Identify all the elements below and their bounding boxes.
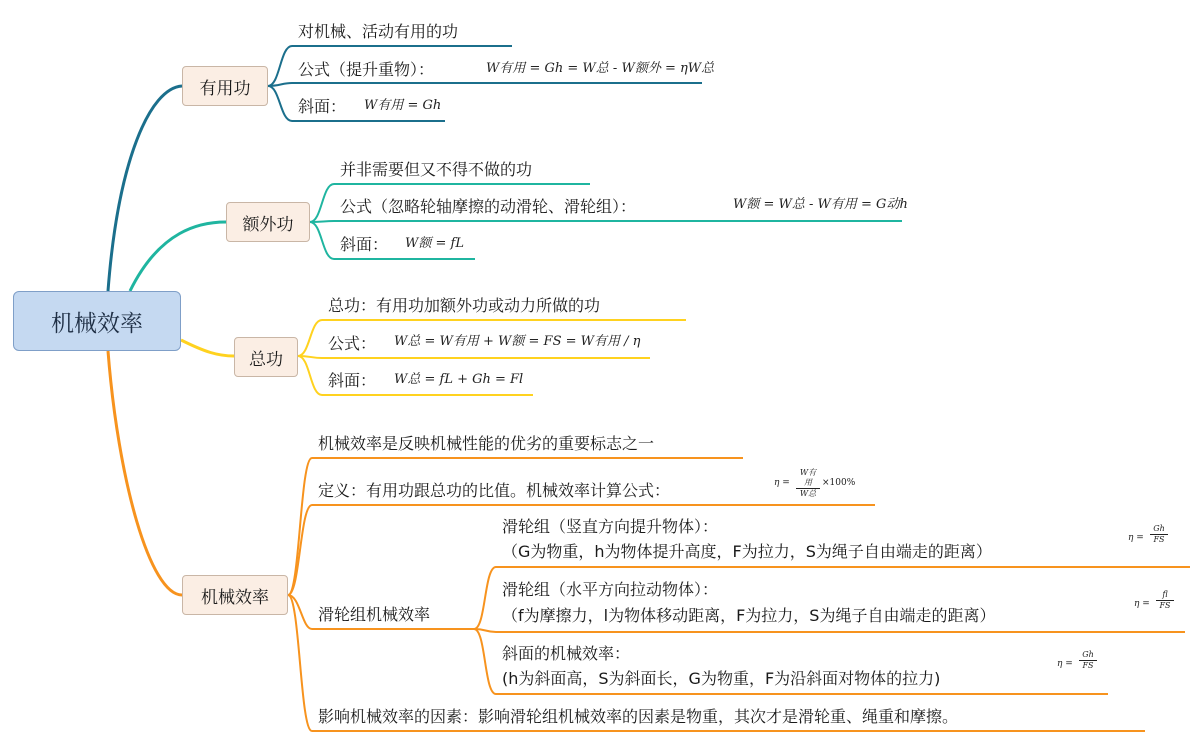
efficiency-factors: 影响机械效率的因素：影响滑轮组机械效率的因素是物重，其次才是滑轮重、绳重和摩擦。	[318, 707, 959, 726]
extra-slope-label: 斜面：	[340, 235, 389, 254]
pulley-vertical-formula: η = $\frac{Gh}{FS}$	[1128, 524, 1170, 552]
connector-extra	[130, 222, 226, 291]
pulley-vertical-desc: （G为物重，h为物体提升高度，F为拉力，S为绳子自由端走的距离）	[502, 542, 992, 561]
extra-slope-formula: W额 = fL	[405, 236, 464, 251]
useful-definition: 对机械、活动有用的功	[298, 22, 459, 41]
branch-efficiency[interactable]: 机械效率	[182, 575, 288, 615]
total-slope-label: 斜面：	[328, 371, 377, 390]
total-formula-label: 公式：	[328, 334, 377, 353]
efficiency-significance: 机械效率是反映机械性能的优劣的重要标志之一	[318, 434, 655, 453]
useful-slope-label: 斜面：	[298, 97, 347, 116]
branch-extra-work[interactable]: 额外功	[226, 202, 310, 242]
root-node[interactable]: 机械效率	[13, 291, 181, 351]
extra-definition: 并非需要但又不得不做的功	[340, 160, 533, 179]
pulley-horizontal-desc: （f为摩擦力，l为物体移动距离，F为拉力，S为绳子自由端走的距离）	[502, 606, 996, 625]
pulley-efficiency-label: 滑轮组机械效率	[318, 605, 431, 624]
total-slope-formula: W总 = fL + Gh = Fl	[394, 372, 524, 387]
pulley-horizontal-formula: η = $\frac{fl}{FS}$	[1134, 590, 1176, 618]
connector-total	[181, 340, 234, 356]
branch-total-work[interactable]: 总功	[234, 337, 298, 377]
useful-formula-label: 公式（提升重物）：	[298, 60, 435, 79]
slope-efficiency-desc: (h为斜面高，S为斜面长，G为物重，F为沿斜面对物体的拉力)	[502, 669, 941, 688]
connector-efficiency	[108, 351, 182, 595]
efficiency-definition: 定义：有用功跟总功的比值。机械效率计算公式：	[318, 481, 671, 500]
extra-formula: W额 = W总 - W有用 = G动h	[733, 197, 908, 212]
pulley-vertical-title: 滑轮组（竖直方向提升物体）：	[502, 517, 719, 536]
efficiency-definition-formula: η = W有用 W总 ×100%	[774, 468, 856, 498]
connector-useful	[108, 86, 182, 291]
branch-useful-work[interactable]: 有用功	[182, 66, 268, 106]
extra-formula-label: 公式（忽略轮轴摩擦的动滑轮、滑轮组）：	[340, 197, 637, 216]
total-definition: 总功：有用功加额外功或动力所做的功	[328, 296, 601, 315]
slope-efficiency-title: 斜面的机械效率：	[502, 644, 631, 663]
useful-slope-formula: W有用 = Gh	[364, 98, 442, 113]
pulley-horizontal-title: 滑轮组（水平方向拉动物体）：	[502, 580, 719, 599]
slope-efficiency-formula: η = $\frac{Gh}{FS}$	[1057, 650, 1099, 678]
useful-formula: W有用 = Gh = W总 - W额外 = ηW总	[486, 61, 715, 76]
total-formula: W总 = W有用 + W额 = FS = W有用 / η	[394, 334, 641, 349]
